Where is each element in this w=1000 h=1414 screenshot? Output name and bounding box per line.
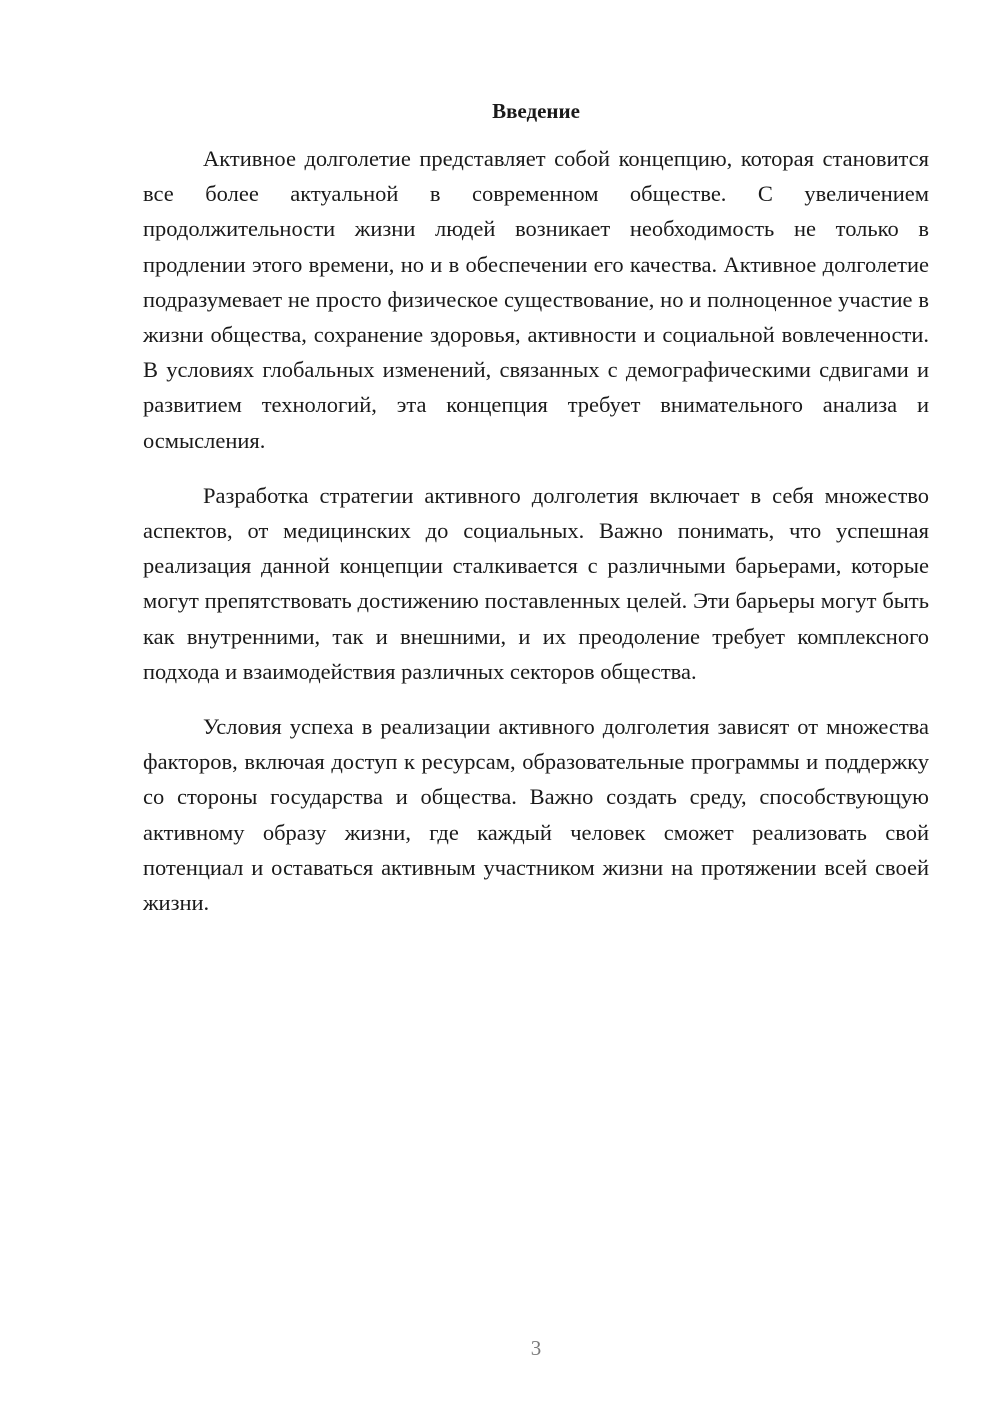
paragraph-2: Разработка стратегии активного долголетия включает в себя множество аспектов, от медицинских до социальных. Важно понимать, что успешная реализация данной концепции сталкивается с различными барьерами, которые могут препятствовать достижению поставленных целей. Эти барьеры могут быть как внутренними, так и внешними, и их преодоление требует комплексного подхода и взаимодействия различных секторов общества.: [143, 482, 929, 684]
paragraph-1: Активное долголетие представляет собой концепцию, которая становится все более актуальной в современном обществе. С увеличением продолжительности жизни людей возникает необходимость не только в продлении этого времени, но и в обеспечении его качества. Активное долголетие подразумевает не просто физическое существование, но и полноценное участие в жизни общества, сохранение здоровья, активности и социальной вовлеченности. В условиях глобальных изменений, связанных с демографическими сдвигами и развитием технологий, эта концепция требует внимательного анализа и осмысления.: [143, 146, 929, 453]
paragraph-3: Условия успеха в реализации активного долголетия зависят от множества факторов, включая доступ к ресурсам, образовательные программы и поддержку со стороны государства и общества. Важно создать среду, способствующую активному образу жизни, где каждый человек сможет реализовать свой потенциал и оставаться активным участником жизни на протяжении всей своей жизни.: [143, 714, 929, 916]
body-text: [143, 141, 929, 920]
section-title: Введение: [492, 99, 580, 123]
page-number: 3: [530, 1336, 542, 1360]
